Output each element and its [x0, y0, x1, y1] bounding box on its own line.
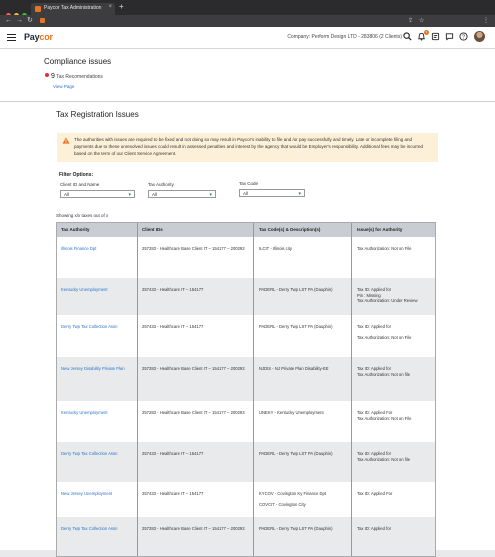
client-ids-cell: 257433 - Healthcare IT – 154177	[142, 287, 204, 292]
tax-codes-cell: PADERL - Derry Twp LST PA (Dauphin)	[259, 287, 333, 292]
warning-alert	[57, 133, 438, 162]
table-row	[57, 278, 435, 315]
new-tab-button[interactable]: +	[119, 2, 124, 11]
main-content	[0, 49, 495, 550]
tab-title: Paycor Tax Administration	[44, 5, 102, 11]
client-filter-label: Client ID and Name	[60, 182, 100, 187]
authority-filter-select[interactable]	[148, 190, 216, 198]
column-divider	[351, 223, 352, 556]
hamburger-menu-icon[interactable]	[7, 34, 16, 43]
showing-count: Showing x/x taxes out of x	[56, 213, 109, 218]
client-ids-cell: 257283 - Healthcare Base Client IT – 154177 – 200293	[142, 366, 245, 371]
tax-code-filter-select[interactable]	[239, 189, 305, 197]
tax-code-filter-value: All	[243, 191, 249, 196]
chevron-down-icon: ▾	[209, 192, 212, 198]
bookmark-star-icon[interactable]: ☆	[419, 18, 425, 24]
client-ids-cell: 257283 - Healthcare Base Client IT – 154177 – 200293	[142, 526, 245, 531]
table-row	[57, 357, 435, 401]
app-header	[0, 27, 495, 49]
issues-cell: Tax ID: Applied For	[357, 491, 393, 496]
tax-authority-link[interactable]: Kentucky Unemployment	[61, 410, 108, 415]
filter-options-label: Filter Options:	[59, 172, 94, 178]
browser-nav-bar	[0, 15, 495, 27]
chevron-down-icon: ▾	[128, 192, 131, 198]
menu-dots-icon[interactable]: ⋮	[483, 18, 489, 24]
svg-text:?: ?	[462, 34, 465, 41]
compliance-title: Compliance issues	[44, 57, 112, 66]
reload-icon[interactable]: ↻	[27, 17, 33, 24]
tax-codes-cell: UNEKY - Kentucky Unemployment	[259, 410, 324, 415]
forward-arrow-icon[interactable]: →	[16, 17, 23, 24]
tax-codes-cell: NJDIS - NJ Private Plan Disability-EE	[259, 366, 329, 371]
col-tax-codes[interactable]: Tax Code(s) & Description(s)	[259, 227, 321, 232]
table-row	[57, 517, 435, 556]
client-filter-value: All	[64, 192, 70, 197]
tax-authority-link[interactable]: Illinois Finance Dpt	[61, 246, 97, 251]
issues-cell: Tax Authorization: Not on File	[357, 246, 412, 251]
help-icon[interactable]	[459, 32, 468, 41]
client-ids-cell: 257433 - Healthcare IT – 154177	[142, 451, 204, 456]
user-avatar[interactable]	[474, 31, 485, 42]
client-filter-select[interactable]	[60, 190, 135, 198]
alert-dot-icon	[45, 73, 49, 77]
tax-code-filter-label: Tax Code	[239, 181, 259, 186]
compliance-count-label: Tax Recomendations	[56, 74, 103, 80]
logo-accent: cor	[39, 32, 53, 42]
col-issues[interactable]: Issue(s) for Authority	[357, 227, 403, 232]
tasks-icon[interactable]	[431, 32, 440, 41]
authority-filter-value: All	[152, 192, 158, 197]
tax-authority-link[interactable]: Derry Twp Tax Collection Assn	[61, 451, 118, 456]
tax-codes-cell: KYCOV - Covington Ky Finance Dpt COVCIT - Covington City	[259, 491, 327, 507]
registration-title: Tax Registration Issues	[56, 110, 139, 119]
alert-message: The authorities with issues are required to be fixed and not doing so may result in Paycor's inability to file and /or pay successfully and timely. Late or incomplete filing and payments due to these unresolved issues could result in assessed penalties and interest by the agency that would be Employer's responsibility. Additional fees may be incurred based on the term of our Client Service Agreement.	[74, 137, 423, 156]
issues-cell: Tax ID: Applied for Tax Authorization: Not on file	[357, 451, 411, 462]
col-client-ids[interactable]: Client IDs	[142, 227, 163, 232]
browser-tab[interactable]	[31, 3, 115, 15]
address-favicon-icon[interactable]	[40, 18, 45, 23]
chat-icon[interactable]	[445, 32, 454, 41]
notification-badge: 1	[425, 30, 428, 34]
paycor-favicon-icon	[35, 6, 41, 12]
compliance-count: 9	[51, 73, 55, 80]
client-ids-cell: 257433 - Healthcare IT – 154177	[142, 324, 204, 329]
table-header	[57, 223, 435, 237]
issues-cell: Tax ID: Applied for Pin : Missing Tax Authorization: Under Review	[357, 287, 418, 303]
table-row	[57, 237, 435, 278]
tax-codes-cell: ILCIT - Illinois city	[259, 246, 292, 251]
tax-codes-cell: PADERL - Derry Twp LST PA (Dauphin)	[259, 451, 333, 456]
share-icon[interactable]: ⇪	[408, 18, 414, 24]
tax-authority-link[interactable]: New Jersey Unemployment	[61, 491, 113, 496]
tax-authority-link[interactable]: Derry Twp Tax Collection Assn	[61, 324, 118, 329]
company-selector[interactable]: Company: Perform Design LTD - 283806 (2 Clients)	[287, 34, 402, 40]
issues-cell: Tax ID: Applied for Tax Authorization: Not on file	[357, 366, 411, 377]
client-ids-cell: 257283 - Healthcare Base Client IT – 154177 – 200293	[142, 410, 245, 415]
client-ids-cell: 257283 - Healthcare Base Client IT – 154177 – 200293	[142, 246, 245, 251]
tax-registration-table	[56, 222, 436, 557]
issues-cell: Tax ID: Applied For Tax Authorization: Not on File	[357, 410, 412, 421]
tax-codes-cell: PADERL - Derry Twp LST PA (Dauphin)	[259, 324, 333, 329]
paycor-logo[interactable]	[24, 32, 53, 42]
issues-cell: Tax ID: Applied for Tax Authorization: Not on File	[357, 324, 412, 340]
tax-authority-link[interactable]: Kentucky Unemployment	[61, 287, 108, 292]
tax-authority-link[interactable]: Derry Twp Tax Collection Assn	[61, 526, 118, 531]
browser-tab-bar	[0, 0, 495, 15]
column-divider	[253, 223, 254, 556]
chevron-down-icon: ▾	[298, 191, 301, 197]
view-page-link[interactable]: View Page	[53, 84, 75, 89]
issues-cell: Tax ID: Applied for	[357, 526, 391, 531]
search-icon[interactable]	[403, 32, 412, 41]
client-ids-cell: 257433 - Healthcare IT – 154177	[142, 491, 204, 496]
table-row	[57, 482, 435, 517]
col-tax-authority[interactable]: Tax Authority	[61, 227, 90, 232]
tax-authority-link[interactable]: New Jersey Disability Private Plan	[61, 366, 125, 371]
back-arrow-icon[interactable]: ←	[5, 17, 12, 24]
table-row	[57, 315, 435, 357]
warning-triangle-icon	[62, 137, 70, 146]
compliance-count-line	[45, 73, 103, 80]
authority-filter-label: Tax Authority	[148, 182, 174, 187]
table-row	[57, 401, 435, 442]
column-divider	[137, 223, 138, 556]
section-divider	[0, 101, 495, 102]
logo-text: Pay	[24, 32, 40, 42]
table-row	[57, 442, 435, 482]
tax-codes-cell: PADERL - Derry Twp LST PA (Dauphin)	[259, 526, 333, 531]
tab-close-icon[interactable]: ×	[108, 4, 112, 10]
